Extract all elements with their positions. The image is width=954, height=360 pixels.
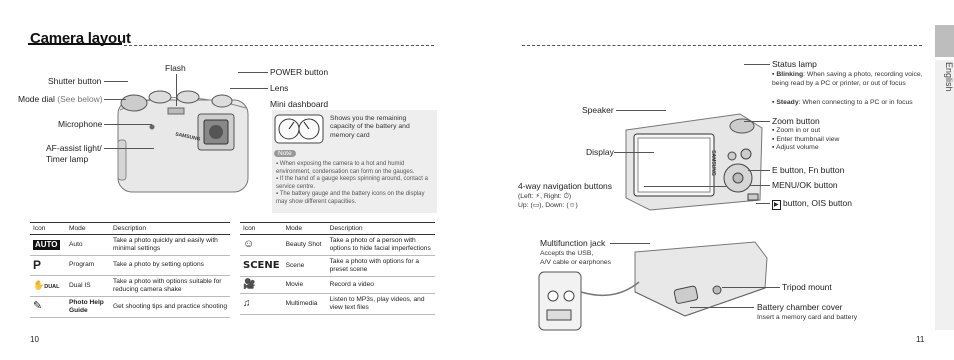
status-lamp-blinking: ▪ Blinking: When saving a photo, recording voice, being read by a PC or printer, or out of focus <box>772 71 923 87</box>
col-desc-header: Description <box>110 223 230 235</box>
page-number-right: 11 <box>916 335 925 344</box>
multifunction-jack-leader <box>610 243 650 244</box>
program-mode-icon: P <box>33 258 42 273</box>
dashboard-description: Shows you the remaining capacity of the battery and memory card <box>330 115 410 139</box>
dashboard-notes <box>276 161 436 206</box>
col-mode-header: Mode <box>283 223 327 235</box>
display-label: Display <box>586 147 614 157</box>
power-button-label: POWER button <box>270 67 329 77</box>
status-lamp-label: Status lamp <box>772 59 817 69</box>
play-ois-button-label: ▶ button, OIS button <box>774 198 852 208</box>
right-dashed-rule <box>522 45 922 46</box>
mode-name: Beauty Shot <box>283 235 327 256</box>
side-tab-marker <box>935 25 954 57</box>
table-row <box>30 235 230 256</box>
table-row <box>30 256 230 276</box>
table-row <box>240 235 435 256</box>
multifunction-jack-sub-2: A/V cable or earphones <box>540 259 612 266</box>
page-title: Camera layout <box>30 30 131 47</box>
language-tab-label: English <box>944 62 954 92</box>
mode-name: Program <box>66 256 110 276</box>
dual-is-mode-icon: ✋DUAL <box>33 280 60 291</box>
note-item: ▪ If the hand of a gauge keeps spinning around, contact a service centre. <box>276 176 428 190</box>
flash-leader <box>176 74 177 106</box>
lens-leader <box>230 88 268 89</box>
col-mode-header: Mode <box>66 223 110 235</box>
menu-ok-button-label: MENU/OK button <box>772 180 838 190</box>
brand-logo: SAMSUNG <box>174 131 201 143</box>
mode-table-left <box>30 222 230 318</box>
note-item: ▪ When exposing the camera to a hot and humid environment, condensation can form on the gauges. <box>276 161 415 175</box>
guide-mode-icon: ✎ <box>33 300 43 313</box>
list-item: ▪ Zoom in or out <box>772 127 821 134</box>
table-row <box>240 294 435 315</box>
flash-label: Flash <box>165 63 186 73</box>
back-camera-illustration <box>620 108 770 213</box>
nav-leader <box>644 186 726 187</box>
mode-name: Photo Help Guide <box>66 296 110 317</box>
tripod-mount-label: Tripod mount <box>782 282 832 292</box>
lens-label: Lens <box>270 83 289 93</box>
mode-name: Multimedia <box>283 294 327 315</box>
mini-dashboard-label: Mini dashboard <box>270 99 329 109</box>
microphone-leader <box>104 124 152 125</box>
auto-mode-icon: AUTO <box>35 240 58 250</box>
e-fn-button-label: E button, Fn button <box>772 165 845 175</box>
mode-desc: Take a photo by setting options <box>110 256 230 276</box>
mode-desc: Take a photo quickly and easily with minimal settings <box>110 235 230 256</box>
multifunction-jack-sub-1: Accepts the USB, <box>540 250 594 257</box>
movie-mode-icon: 🎥 <box>243 279 256 291</box>
mode-desc: Record a video <box>327 277 435 294</box>
play-ois-leader <box>756 203 770 204</box>
battery-cover-sub: Insert a memory card and battery <box>757 314 858 321</box>
multifunction-jack-label: Multifunction jack <box>540 238 606 248</box>
e-fn-leader <box>748 170 770 171</box>
mode-name: Dual IS <box>66 275 110 296</box>
mode-name: Auto <box>66 235 110 256</box>
col-icon-header: Icon <box>30 223 66 235</box>
scene-mode-icon: SCENE <box>243 260 280 271</box>
mode-table-right <box>240 222 435 315</box>
speaker-label: Speaker <box>582 105 614 115</box>
play-icon: ▶ <box>774 202 779 208</box>
af-assist-label-1: AF-assist light/ <box>46 143 102 153</box>
back-brand-logo: SAMSUNG <box>709 150 716 176</box>
mode-dial-leader <box>104 99 126 100</box>
mode-desc: Take a photo with options for a preset scene <box>327 256 435 277</box>
tripod-leader <box>722 287 780 288</box>
zoom-leader <box>744 121 770 122</box>
shutter-leader <box>104 81 128 82</box>
battery-leader <box>690 307 754 308</box>
mode-name: Scene <box>283 256 327 277</box>
mode-name: Movie <box>283 277 327 294</box>
mode-dial-label: Mode dial (See below) <box>18 94 103 104</box>
af-assist-leader <box>104 148 154 149</box>
zoom-bullets <box>772 127 839 153</box>
mode-desc: Listen to MP3s, play videos, and view text files <box>327 294 435 315</box>
multimedia-mode-icon: ♫ <box>243 298 251 310</box>
title-underline <box>28 43 122 45</box>
shutter-button-label: Shutter button <box>48 76 102 86</box>
battery-cover-label: Battery chamber cover <box>757 302 843 312</box>
mode-desc: Take a photo of a person with options to hide facial imperfections <box>327 235 435 256</box>
gauges-icon <box>274 114 324 144</box>
col-icon-header: Icon <box>240 223 283 235</box>
list-item: ▪ Enter thumbnail view <box>772 135 840 143</box>
af-assist-label-2: Timer lamp <box>46 154 89 164</box>
page-number-left: 10 <box>30 335 39 344</box>
status-lamp-leader <box>744 64 770 65</box>
col-desc-header: Description <box>327 223 435 235</box>
note-badge: Note <box>274 150 296 157</box>
table-row <box>240 277 435 294</box>
nav-buttons-label: 4-way navigation buttons <box>518 181 613 191</box>
side-tab-strip <box>935 60 954 330</box>
zoom-button-label: Zoom button <box>772 116 820 126</box>
status-lamp-steady: ▪ Steady: When connecting to a PC or in focus <box>772 99 913 106</box>
table-row <box>30 275 230 296</box>
menu-ok-leader <box>750 185 770 186</box>
nav-sub-2: Up: (▭), Down: (☺) <box>518 202 578 209</box>
mode-desc: Get shooting tips and practice shooting <box>110 296 230 317</box>
table-row <box>240 256 435 277</box>
front-camera-illustration <box>110 80 260 200</box>
note-item: ▪ The battery gauge and the battery icons on the display may show different capacities. <box>276 191 425 205</box>
title-dashed-rule <box>124 45 434 46</box>
list-item: ▪ Adjust volume <box>772 144 819 152</box>
microphone-label: Microphone <box>58 119 103 129</box>
display-leader <box>614 152 654 153</box>
power-leader <box>238 72 268 73</box>
nav-sub-1: (Left: ⚡, Right: ⏱) <box>518 193 572 200</box>
beauty-shot-icon: ☺ <box>243 238 255 251</box>
table-row <box>30 296 230 317</box>
mode-desc: Take a photo with options suitable for reducing camera shake <box>110 275 230 296</box>
speaker-leader <box>616 110 666 111</box>
